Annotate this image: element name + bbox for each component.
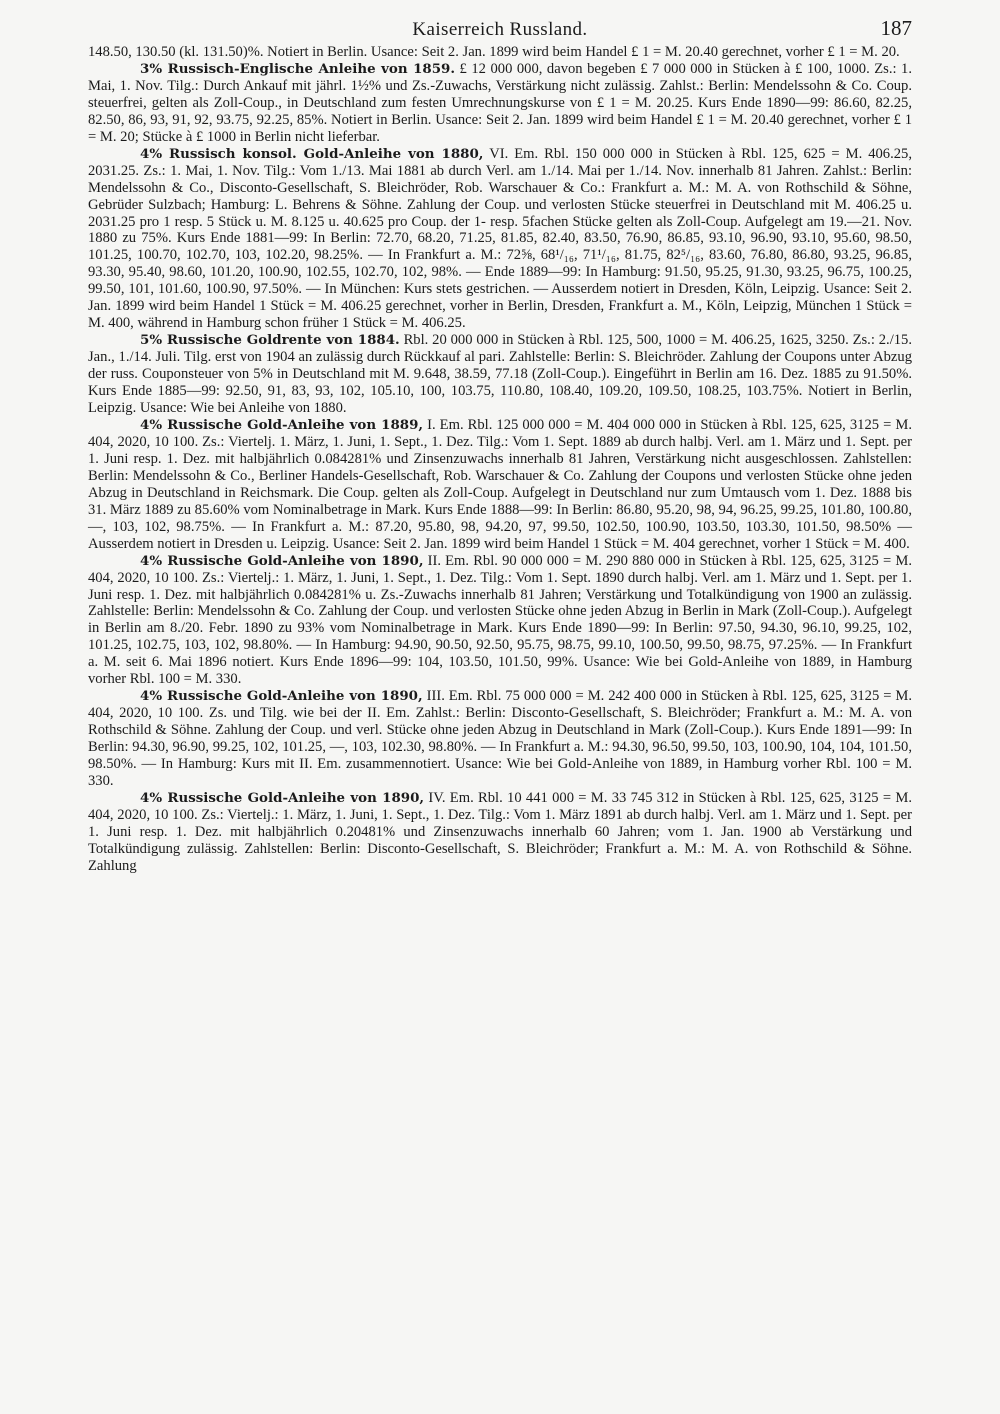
entry-gold-loan-1890-iv (88, 790, 912, 875)
entry-text: VI. Em. Rbl. 150 000 000 in Stücken à Rbl. 125, 625 = M. 406.25, 2031.25. Zs.: 1. Mai, 1. Nov. Tilg.: Vom 1./13. Mai 1881 ab durch Verl. am 1./14. Mai per 1./14. Nov. innerhalb 81 Jahren. Zahlst.: Berlin: Mendelssohn & Co., Disconto-Gesellschaft, S. Bleichröder, Rob. Warschauer & Co.: Frankfurt a. M.: M. A. von Rothschild & Söhne, Gebrüder Sulzbach; Hamburg: L. Behrens & Söhne. Zahlung der Coup. und verlosten Stücke steuerfrei in Deutschland mit M. 406.25 u. 2031.25 pro 1 resp. 5 Stück u. M. 8.125 u. 40.625 pro Coup. der 1- resp. 5fachen Stücke gelten als Zoll-Coup. Aufgelegt am 19.—21. Nov. 1880 zu 75%. Kurs Ende 1881—99: In Berlin: 72.70, 68.20, 71.25, 81.85, 82.40, 83.50, 76.90, 86.85, 93.10, 96.90, 93.10, 95.60, 98.50, 101.25, 100.70, 102.70, 103, 102.20, 98.25%. — In Frankfurt a. M.: 72⅝, 68¹/₁₆, 71¹/₁₆, 81.75, 82⁵/₁₆, 83.60, 76.80, 86.80, 93.25, 96.85, 93.30, 95.40, 98.60, 101.20, 100.90, 102.55, 102.70, 102, 98%. — Ende 1889—99: In Hamburg: 91.50, 95.25, 91.30, 93.25, 96.75, 100.25, 99.50, 101, 101.60, 100.90, 97.50%. — In München: Kurs stets gestrichen. — Ausserdem notiert in Dresden, Köln, Leipzig. Usance: Seit 2. Jan. 1899 wird beim Handel 1 Stück = M. 406.25 gerechnet, vorher in Berlin, Dresden, Frankfurt a. M., Köln, Leipzig, München 1 Stück = M. 400, während in Hamburg schon früher 1 Stück = M. 406.25. (88, 145, 912, 332)
entry-text: III. Em. Rbl. 75 000 000 = M. 242 400 000 in Stücken à Rbl. 125, 625, 3125 = M. 404, 2020, 10 100. Zs. und Tilg. wie bei der II. Em. Zahlst.: Berlin: Disconto-Gesellschaft, S. Bleichröder; Frankfurt a. M.: M. A. von Rothschild & Söhne. Zahlung der Coup. und verl. Stücke ohne jeden Abzug in Deutschland in Mark (Zoll-Coup.). Kurs Ende 1891—99: In Berlin: 94.30, 96.90, 99.25, 102, 101.25, —, 103, 102.30, 98.80%. — In Frankfurt a. M.: 94.30, 96.50, 99.50, 103, 100.90, 104, 104, 101.50, 98.50%. — In Hamburg: Kurs mit II. Em. zusammennotiert. Usance: Wie bei Gold-Anleihe von 1889, in Hamburg vorher Rbl. 100 = M. 330. (88, 688, 912, 789)
entry-goldrente-1884 (88, 332, 912, 417)
entry-gold-loan-1890-iii (88, 688, 912, 790)
entry-gold-loan-1880 (88, 146, 912, 332)
paragraph-continued (88, 44, 912, 61)
entry-text: £ 12 000 000, davon begeben £ 7 000 000 in Stücken à £ 100, 1000. Zs.: 1. Mai, 1. Nov. Tilg.: Durch Ankauf mit jährl. 1½% und Zs.-Zuwachs, Verstärkung nicht zulässig. Zahlst.: Berlin: Mendelssohn & Co. Coup. steuerfrei, gelten als Zoll-Coup., in Deutschland zum festen Umrechnungskurse von £ 1 = M. 20.25. Kurs Ende 1890—99: 86.60, 82.25, 82.50, 86, 93, 91, 92, 93.75, 92.25, 85%. Notiert in Berlin. Usance: Seit 2. Jan. 1899 wird beim Handel £ 1 = M. 20.40 gerechnet, vorher £ 1 = M. 20; Stücke à £ 1000 in Berlin nicht lieferbar. (88, 60, 912, 145)
entry-loan-1859 (88, 61, 912, 146)
entry-gold-loan-1889 (88, 417, 912, 553)
entry-text: Rbl. 20 000 000 in Stücken à Rbl. 125, 500, 1000 = M. 406.25, 1625, 3250. Zs.: 2./15. Jan., 1./14. Juli. Tilg. erst von 1904 an zulässig durch Rückkauf al pari. Zahlstelle: Berlin: S. Bleichröder. Zahlung der Coupons unter Abzug der russ. Couponsteuer von 5% in Deutschland mit M. 9.648, 38.59, 77.18 (Zoll-Coup.). Eingeführt in Berlin am 16. Dez. 1885 zu 91.50%. Kurs Ende 1885—99: 92.50, 91, 83, 93, 102, 105.10, 100, 103.75, 110.80, 108.40, 109.20, 109.50, 108.25, 103.75%. Notiert in Berlin, Leipzig. Usance: Wie bei Anleihe von 1880. (88, 332, 912, 417)
page-header (88, 10, 912, 44)
paragraph-text: 148.50, 130.50 (kl. 131.50)%. Notiert in Berlin. Usance: Seit 2. Jan. 1899 wird beim Handel £ 1 = M. 20.40 gerechnet, vorher £ 1 = M. 20. (88, 44, 900, 60)
entry-text: IV. Em. Rbl. 10 441 000 = M. 33 745 312 in Stücken à Rbl. 125, 625, 3125 = M. 404, 2020, 10 100. Zs.: Viertelj.: 1. März, 1. Juni, 1. Sept., 1. Dez. Tilg.: Vom 1. März 1891 ab durch halbj. Verl. am 1. März und 1. Sept. per 1. Juni resp. 1. Dez. mit halbjährlich 0.20481% und Zinsenzuwachs innerhalb 60 Jahren; vom 1. Jan. 1900 ab Verstärkung und Totalkündigung zulässig. Zahlstellen: Berlin: Disconto-Gesellschaft, S. Bleichröder; Frankfurt a. M.: M. A. von Rothschild & Söhne. Zahlung (88, 789, 912, 874)
entry-title: 3% Russisch-Englische Anleihe von 1859. (140, 60, 456, 77)
entry-title: 4% Russische Gold-Anleihe von 1890, (140, 552, 424, 569)
entry-gold-loan-1890-ii (88, 553, 912, 689)
entry-title: 4% Russisch konsol. Gold-Anleihe von 1880, (140, 145, 484, 162)
entry-text: I. Em. Rbl. 125 000 000 = M. 404 000 000 in Stücken à Rbl. 125, 625, 3125 = M. 404, 2020, 10 100. Zs.: Viertelj. 1. März, 1. Juni, 1. Sept., 1. Dez. Tilg.: Vom 1. Sept. 1889 ab durch halbj. Verl. am 1. März und 1. Sept. per 1. Juni resp. 1. Dez. mit halbjährlich 0.084281% und Zinsenzuwachs innerhalb 81 Jahren, Verstärkung nicht ausgeschlossen. Zahlstellen: Berlin: Mendelssohn & Co., Berliner Handels-Gesellschaft, Rob. Warschauer & Co. Zahlung der Coupons und verlosten Stücke ohne jeden Abzug in Deutschland in Reichsmark. Die Coup. gelten als Zoll-Coup. Aufgelegt in Deutschland nur zum Umtausch vom 1. Dez. 1888 bis 31. März 1889 zu 85.60% vom Nominalbetrage in Mark. Kurs Ende 1888—99: In Berlin: 86.80, 95.20, 98, 94, 96.25, 99.25, 101.80, 100.80, —, 103, 102, 98.75%. — In Frankfurt a. M.: 87.20, 95.80, 98, 94.20, 97, 99.50, 102.50, 100.90, 103.50, 103.30, 101.50, 98.50% — Ausserdem notiert in Dresden u. Leipzig. Usance: Seit 2. Jan. 1899 wird beim Handel 1 Stück = M. 404 gerechnet, vorher 1 Stück = M. 400. (88, 416, 912, 552)
entry-text: II. Em. Rbl. 90 000 000 = M. 290 880 000 in Stücken à Rbl. 125, 625, 3125 = M. 404, 2020, 10 100. Zs.: Viertelj.: 1. März, 1. Juni, 1. Sept., 1. Dez. Tilg.: Vom 1. Sept. 1890 durch halbj. Verl. am 1. März und 1. Sept. per 1. Juni resp. 1. Dez. mit halbjährlich 0.084281% u. Zs.-Zuwachs innerhalb 81 Jahren; Verstärkung und Totalkündigung von 1900 an zulässig. Zahlstelle: Berlin: Mendelssohn & Co. Zahlung der Coup. und verlosten Stücke ohne jeden Abzug in Berlin in Mark (Zoll-Coup.). Aufgelegt in Berlin am 8./20. Febr. 1890 zu 93% vom Nominalbetrage in Mark. Kurs Ende 1890—99: In Berlin: 97.50, 94.30, 96.10, 99.25, 102, 101.25, 102.75, 103, 102, 98.80%. — In Hamburg: 94.90, 90.50, 92.50, 95.75, 98.75, 99.10, 100.50, 99.50, 98.75, 97.25%. — In Frankfurt a. M. seit 6. Mai 1896 notiert. Kurs Ende 1896—99: 104, 103.50, 101.50, 99%. Usance: Wie bei Gold-Anleihe von 1889, in Hamburg vorher Rbl. 100 = M. 330. (88, 552, 912, 688)
entry-title: 4% Russische Gold-Anleihe von 1889, (140, 416, 424, 433)
page-number: 187 (880, 16, 912, 40)
entry-title: 4% Russische Gold-Anleihe von 1890, (140, 688, 423, 705)
entry-title: 4% Russische Gold-Anleihe von 1890, (140, 789, 425, 806)
entry-title: 5% Russische Goldrente von 1884. (140, 332, 400, 349)
body-text (88, 44, 912, 875)
running-title: Kaiserreich Russland. (412, 19, 588, 40)
